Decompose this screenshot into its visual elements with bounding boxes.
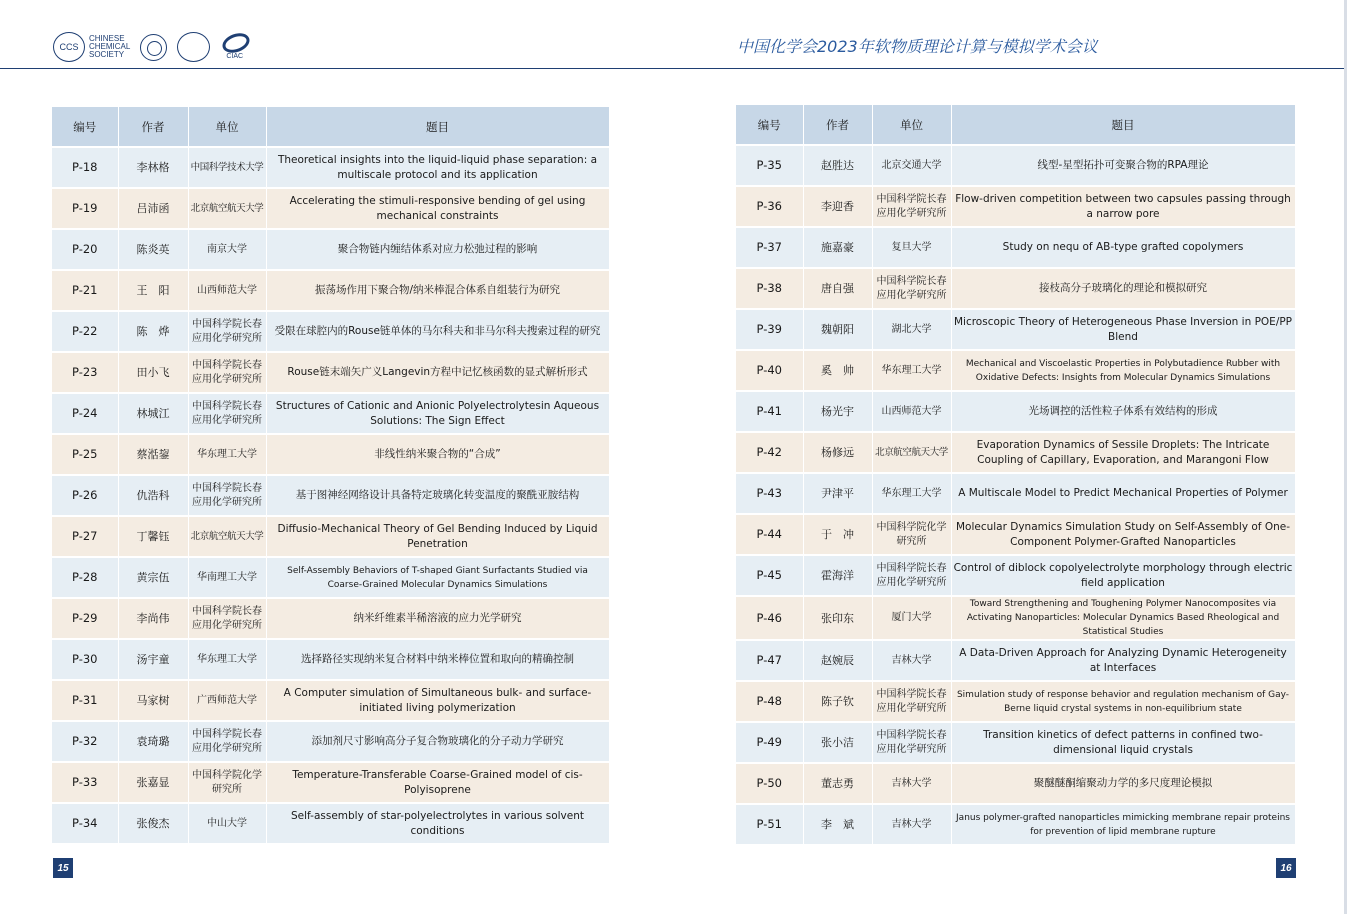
cell-author: 张印东	[803, 596, 872, 640]
cell-unit: 中国科学院长春应用化学研究所	[188, 393, 266, 434]
table-row	[736, 804, 1295, 845]
cell-id: P-47	[736, 640, 803, 681]
cell-id: P-26	[52, 475, 118, 516]
cell-author: 仇浩科	[118, 475, 188, 516]
column-header-id: 编号	[736, 105, 803, 145]
cell-author: 田小飞	[118, 352, 188, 393]
cell-unit: 华东理工大学	[872, 473, 951, 514]
cell-title: 添加剂尺寸影响高分子复合物玻璃化的分子动力学研究	[266, 721, 609, 762]
cell-id: P-24	[52, 393, 118, 434]
table-row	[736, 432, 1295, 473]
cell-author: 唐自强	[803, 268, 872, 309]
cell-author: 马家树	[118, 680, 188, 721]
table-row	[52, 147, 609, 188]
cell-id: P-23	[52, 352, 118, 393]
cell-unit: 中山大学	[188, 803, 266, 844]
table-row	[52, 762, 609, 803]
table-row	[52, 680, 609, 721]
ccs-logo	[53, 32, 130, 62]
table-row	[52, 434, 609, 475]
cell-unit: 北京航空航天大学	[188, 516, 266, 557]
cell-author: 施嘉豪	[803, 227, 872, 268]
table-row	[52, 393, 609, 434]
table-row	[52, 721, 609, 762]
table-row	[736, 555, 1295, 596]
column-header-id: 编号	[52, 107, 118, 147]
cell-unit: 吉林大学	[872, 804, 951, 845]
cell-title: Janus polymer-grafted nanoparticles mimicking membrane repair proteins for prevention of lipid membrane rupture	[951, 804, 1295, 845]
cell-title: A Multiscale Model to Predict Mechanical Properties of Polymer	[951, 473, 1295, 514]
cell-unit: 华东理工大学	[188, 639, 266, 680]
column-header-title: 题目	[266, 107, 609, 147]
table-row	[736, 514, 1295, 555]
table-header-row	[52, 107, 609, 147]
cell-id: P-43	[736, 473, 803, 514]
cell-unit: 湖北大学	[872, 309, 951, 350]
cell-author: 李 斌	[803, 804, 872, 845]
cell-author: 李迎香	[803, 186, 872, 227]
cell-id: P-28	[52, 557, 118, 598]
cell-id: P-48	[736, 681, 803, 722]
cell-author: 杨修远	[803, 432, 872, 473]
table-body-left	[52, 147, 609, 844]
cell-id: P-51	[736, 804, 803, 845]
cell-title: Transition kinetics of defect patterns in confined two-dimensional liquid crystals	[951, 722, 1295, 763]
cell-author: 丁馨钰	[118, 516, 188, 557]
cell-id: P-40	[736, 350, 803, 391]
cell-author: 尹津平	[803, 473, 872, 514]
cell-title: Simulation study of response behavior and regulation mechanism of Gay-Berne liquid crystal systems in non-equilibrium state	[951, 681, 1295, 722]
cell-id: P-27	[52, 516, 118, 557]
cell-id: P-33	[52, 762, 118, 803]
cell-unit: 山西师范大学	[872, 391, 951, 432]
cell-title: Toward Strengthening and Toughening Polymer Nanocomposites via Activating Nanoparticles: Molecular Dynamics Based Rheological and Statistical Studies	[951, 596, 1295, 640]
cell-unit: 中国科学院化学研究所	[872, 514, 951, 555]
cell-author: 黄宗伍	[118, 557, 188, 598]
cell-unit: 中国科学技术大学	[188, 147, 266, 188]
ciac-logo-text: CIAC	[226, 53, 244, 60]
cell-title: Structures of Cationic and Anionic Polyelectrolytesin Aqueous Solutions: The Sign Effect	[266, 393, 609, 434]
cell-unit: 中国科学院长春应用化学研究所	[872, 186, 951, 227]
cell-author: 陈 烨	[118, 311, 188, 352]
cell-author: 袁琦璐	[118, 721, 188, 762]
table-row	[736, 473, 1295, 514]
cell-author: 王 阳	[118, 270, 188, 311]
ccs-logo-mark: CCS	[53, 32, 85, 62]
cell-author: 汤宇童	[118, 639, 188, 680]
cell-id: P-42	[736, 432, 803, 473]
cell-author: 陈子钦	[803, 681, 872, 722]
poster-table-right	[736, 105, 1296, 846]
cell-author: 林城江	[118, 393, 188, 434]
cell-title: 非线性纳米聚合物的“合成”	[266, 434, 609, 475]
cell-id: P-37	[736, 227, 803, 268]
cell-unit: 北京航空航天大学	[188, 188, 266, 229]
table-row	[52, 270, 609, 311]
table-body-right	[736, 145, 1295, 845]
table-row	[52, 803, 609, 844]
cell-title: A Computer simulation of Simultaneous bulk- and surface-initiated living polymerization	[266, 680, 609, 721]
cell-unit: 北京交通大学	[872, 145, 951, 186]
cell-title: Self-Assembly Behaviors of T-shaped Giant Surfactants Studied via Coarse-Grained Molecular Dynamics Simulations	[266, 557, 609, 598]
cell-author: 董志勇	[803, 763, 872, 804]
cell-unit: 中国科学院长春应用化学研究所	[872, 268, 951, 309]
cell-title: Self-assembly of star-polyelectrolytes in various solvent conditions	[266, 803, 609, 844]
cell-author: 张嘉显	[118, 762, 188, 803]
cell-id: P-39	[736, 309, 803, 350]
table-row	[52, 188, 609, 229]
cell-id: P-41	[736, 391, 803, 432]
table-row	[52, 352, 609, 393]
cell-author: 于 冲	[803, 514, 872, 555]
cell-title: 聚醚醚酮缩聚动力学的多尺度理论模拟	[951, 763, 1295, 804]
column-header-author: 作者	[803, 105, 872, 145]
cell-unit: 中国科学院长春应用化学研究所	[188, 475, 266, 516]
cell-author: 蔡湉鋆	[118, 434, 188, 475]
cell-unit: 南京大学	[188, 229, 266, 270]
cell-author: 张小洁	[803, 722, 872, 763]
table-row	[736, 309, 1295, 350]
table-row	[736, 145, 1295, 186]
cell-id: P-21	[52, 270, 118, 311]
cell-unit: 北京航空航天大学	[872, 432, 951, 473]
page-header	[0, 0, 1347, 69]
cell-title: Rouse链末端矢广义Langevin方程中记忆核函数的显式解析形式	[266, 352, 609, 393]
cell-title: Theoretical insights into the liquid-liquid phase separation: a multiscale protocol and its application	[266, 147, 609, 188]
cell-id: P-20	[52, 229, 118, 270]
cell-title: 基于图神经网络设计具备特定玻璃化转变温度的聚酰亚胺结构	[266, 475, 609, 516]
page-number-right: 16	[1276, 858, 1296, 878]
table-row	[736, 681, 1295, 722]
cell-author: 霍海洋	[803, 555, 872, 596]
cell-author: 杨光宇	[803, 391, 872, 432]
cell-id: P-22	[52, 311, 118, 352]
cell-title: 线型-星型拓扑可变聚合物的RPA理论	[951, 145, 1295, 186]
cell-id: P-25	[52, 434, 118, 475]
cell-unit: 华南理工大学	[188, 557, 266, 598]
table-row	[736, 350, 1295, 391]
cell-id: P-44	[736, 514, 803, 555]
column-header-unit: 单位	[188, 107, 266, 147]
cell-author: 陈炎英	[118, 229, 188, 270]
cell-unit: 中国科学院长春应用化学研究所	[872, 681, 951, 722]
cell-title: 接枝高分子玻璃化的理论和模拟研究	[951, 268, 1295, 309]
cell-unit: 山西师范大学	[188, 270, 266, 311]
cell-unit: 中国科学院长春应用化学研究所	[188, 598, 266, 639]
cell-title: Control of diblock copolyelectrolyte morphology through electric field application	[951, 555, 1295, 596]
table-row	[52, 639, 609, 680]
cell-id: P-45	[736, 555, 803, 596]
table-row	[52, 475, 609, 516]
cell-title: Study on nequ of AB-type grafted copolymers	[951, 227, 1295, 268]
cell-author: 赵胜达	[803, 145, 872, 186]
cell-title: A Data-Driven Approach for Analyzing Dynamic Heterogeneity at Interfaces	[951, 640, 1295, 681]
table-row	[52, 557, 609, 598]
cell-unit: 中国科学院长春应用化学研究所	[872, 722, 951, 763]
table-row	[52, 598, 609, 639]
cell-id: P-18	[52, 147, 118, 188]
cell-title: Diffusio-Mechanical Theory of Gel Bending Induced by Liquid Penetration	[266, 516, 609, 557]
cell-title: 受限在球腔内的Rouse链单体的马尔科夫和非马尔科夫搜索过程的研究	[266, 311, 609, 352]
table-header-row	[736, 105, 1295, 145]
cell-unit: 中国科学院长春应用化学研究所	[188, 311, 266, 352]
cell-title: 聚合物链内缠结体系对应力松弛过程的影响	[266, 229, 609, 270]
cell-unit: 中国科学院长春应用化学研究所	[188, 721, 266, 762]
page-number-left: 15	[53, 858, 73, 878]
cell-title: Microscopic Theory of Heterogeneous Phase Inversion in POE/PP Blend	[951, 309, 1295, 350]
cell-title: 纳米纤维素半稀溶液的应力光学研究	[266, 598, 609, 639]
cell-author: 魏朝阳	[803, 309, 872, 350]
cell-id: P-50	[736, 763, 803, 804]
cell-author: 李尚伟	[118, 598, 188, 639]
cell-title: Temperature-Transferable Coarse-Grained model of cis-Polyisoprene	[266, 762, 609, 803]
ccs-logo-text: CHINESE CHEMICAL SOCIETY	[89, 34, 131, 59]
cell-id: P-36	[736, 186, 803, 227]
cell-id: P-30	[52, 639, 118, 680]
cell-title: 选择路径实现纳米复合材料中纳米棒位置和取向的精确控制	[266, 639, 609, 680]
table-row	[736, 596, 1295, 640]
cell-id: P-31	[52, 680, 118, 721]
conference-title: 中国化学会2023年软物质理论计算与模拟学术会议	[737, 37, 1098, 56]
column-header-author: 作者	[118, 107, 188, 147]
table-row	[736, 763, 1295, 804]
cell-id: P-19	[52, 188, 118, 229]
cell-title: Flow-driven competition between two capsules passing through a narrow pore	[951, 186, 1295, 227]
cell-id: P-35	[736, 145, 803, 186]
table-row	[736, 391, 1295, 432]
cell-id: P-49	[736, 722, 803, 763]
cell-author: 赵婉辰	[803, 640, 872, 681]
cell-unit: 华东理工大学	[188, 434, 266, 475]
ciac-logo	[222, 32, 252, 62]
table-row	[52, 516, 609, 557]
cell-id: P-38	[736, 268, 803, 309]
cell-author: 奚 帅	[803, 350, 872, 391]
cell-id: P-34	[52, 803, 118, 844]
cell-unit: 华东理工大学	[872, 350, 951, 391]
cell-title: Evaporation Dynamics of Sessile Droplets: The Intricate Coupling of Capillary, Evaporation, and Marangoni Flow	[951, 432, 1295, 473]
cell-unit: 吉林大学	[872, 640, 951, 681]
cell-unit: 复旦大学	[872, 227, 951, 268]
column-header-unit: 单位	[872, 105, 951, 145]
cell-author: 李林格	[118, 147, 188, 188]
cell-id: P-29	[52, 598, 118, 639]
institute-emblem-icon	[177, 32, 210, 62]
cell-title: Accelerating the stimuli-responsive bending of gel using mechanical constraints	[266, 188, 609, 229]
table-row	[736, 722, 1295, 763]
cell-title: 振荡场作用下聚合物/纳米棒混合体系自组装行为研究	[266, 270, 609, 311]
cell-title: Molecular Dynamics Simulation Study on Self-Assembly of One-Component Polymer-Grafted Nanoparticles	[951, 514, 1295, 555]
cell-unit: 吉林大学	[872, 763, 951, 804]
cell-title: 光场调控的活性粒子体系有效结构的形成	[951, 391, 1295, 432]
table-row	[52, 229, 609, 270]
cell-author: 吕沛函	[118, 188, 188, 229]
cell-unit: 中国科学院长春应用化学研究所	[188, 352, 266, 393]
poster-table-left	[52, 107, 610, 845]
table-row	[736, 640, 1295, 681]
table-row	[736, 227, 1295, 268]
cell-unit: 广西师范大学	[188, 680, 266, 721]
table-row	[736, 268, 1295, 309]
cell-unit: 中国科学院长春应用化学研究所	[872, 555, 951, 596]
university-seal-icon	[140, 34, 167, 61]
cell-unit: 中国科学院化学研究所	[188, 762, 266, 803]
column-header-title: 题目	[951, 105, 1295, 145]
cell-author: 张俊杰	[118, 803, 188, 844]
cell-id: P-46	[736, 596, 803, 640]
cell-title: Mechanical and Viscoelastic Properties in Polybutadience Rubber with Oxidative Defects: Insights from Molecular Dynamics Simulations	[951, 350, 1295, 391]
logo-strip	[53, 31, 252, 63]
cell-unit: 厦门大学	[872, 596, 951, 640]
table-row	[736, 186, 1295, 227]
table-row	[52, 311, 609, 352]
cell-id: P-32	[52, 721, 118, 762]
